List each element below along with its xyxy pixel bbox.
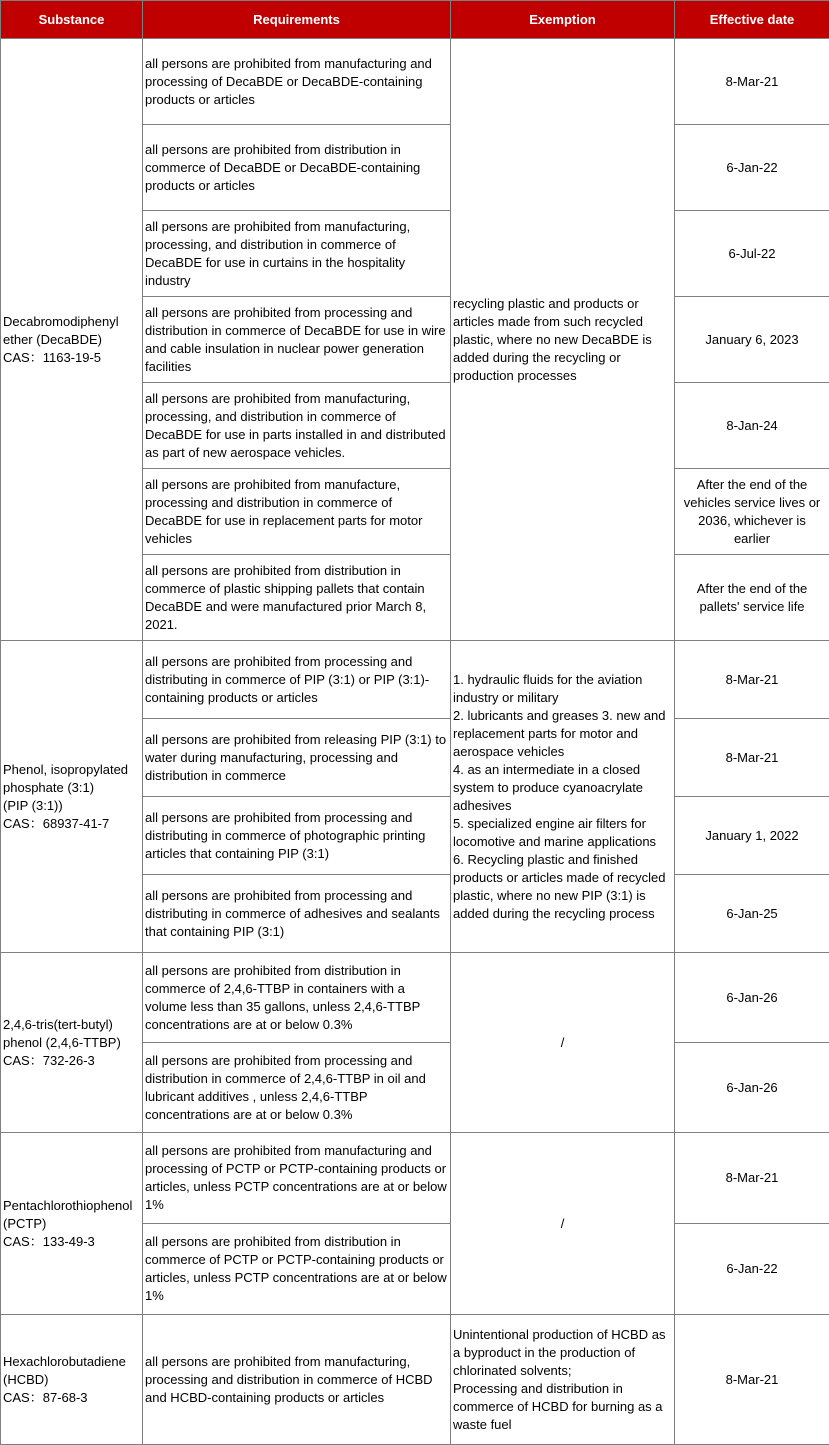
requirement-cell: all persons are prohibited from processing and distributing in commerce of photographic printing articles that containing PIP (3:1) bbox=[143, 797, 451, 875]
requirement-cell: all persons are prohibited from distribution in commerce of 2,4,6-TTBP in containers with a volume less than 35 gallons, unless 2,4,6-TTBP concentrations are at or below 0.3% bbox=[143, 953, 451, 1043]
requirement-cell: all persons are prohibited from processing and distributing in commerce of adhesives and sealants that containing PIP (3:1) bbox=[143, 875, 451, 953]
requirement-cell: all persons are prohibited from manufacturing, processing and distribution in commerce of HCBD and HCBD-containing products or articles bbox=[143, 1315, 451, 1445]
requirement-cell: all persons are prohibited from releasing PIP (3:1) to water during manufacturing, processing and distribution in commerce bbox=[143, 719, 451, 797]
effective-date-cell: 6-Jan-22 bbox=[675, 125, 829, 211]
effective-date-cell: January 6, 2023 bbox=[675, 297, 829, 383]
exemption-cell: / bbox=[451, 1133, 675, 1315]
substance-cell: Hexachlorobutadiene (HCBD) CAS：87-68-3 bbox=[1, 1315, 143, 1445]
table-row bbox=[1, 1133, 829, 1224]
table-row bbox=[1, 953, 829, 1043]
header-requirements: Requirements bbox=[143, 1, 451, 39]
requirement-cell: all persons are prohibited from manufacturing and processing of DecaBDE or DecaBDE-containing products or articles bbox=[143, 39, 451, 125]
header-effective-date: Effective date bbox=[675, 1, 829, 39]
substance-cell: 2,4,6-tris(tert-butyl) phenol (2,4,6-TTBP) CAS：732-26-3 bbox=[1, 953, 143, 1133]
exemption-cell: recycling plastic and products or articles made from such recycled plastic, where no new DecaBDE is added during the recycling or production processes bbox=[451, 39, 675, 641]
effective-date-cell: 6-Jan-22 bbox=[675, 1224, 829, 1315]
header-substance: Substance bbox=[1, 1, 143, 39]
requirement-cell: all persons are prohibited from processing and distributing in commerce of PIP (3:1) or PIP (3:1)-containing products or articles bbox=[143, 641, 451, 719]
effective-date-cell: 8-Mar-21 bbox=[675, 641, 829, 719]
effective-date-cell: 8-Mar-21 bbox=[675, 39, 829, 125]
substance-cell: Pentachlorothiophenol (PCTP) CAS：133-49-3 bbox=[1, 1133, 143, 1315]
substance-cell: Decabromodiphenyl ether (DecaBDE) CAS：1163-19-5 bbox=[1, 39, 143, 641]
effective-date-cell: 8-Mar-21 bbox=[675, 1315, 829, 1445]
requirement-cell: all persons are prohibited from manufacturing and processing of PCTP or PCTP-containing products or articles, unless PCTP concentrations are at or below 1% bbox=[143, 1133, 451, 1224]
table-row bbox=[1, 641, 829, 719]
effective-date-cell: 6-Jan-25 bbox=[675, 875, 829, 953]
requirement-cell: all persons are prohibited from manufacturing, processing, and distribution in commerce of DecaBDE for use in parts installed in and distributed as part of new aerospace vehicles. bbox=[143, 383, 451, 469]
requirement-cell: all persons are prohibited from distribution in commerce of PCTP or PCTP-containing products or articles, unless PCTP concentrations are at or below 1% bbox=[143, 1224, 451, 1315]
requirement-cell: all persons are prohibited from processing and distribution in commerce of 2,4,6-TTBP in oil and lubricant additives , unless 2,4,6-TTBP concentrations are at or below 0.3% bbox=[143, 1043, 451, 1133]
effective-date-cell: January 1, 2022 bbox=[675, 797, 829, 875]
effective-date-cell: 6-Jan-26 bbox=[675, 1043, 829, 1133]
requirement-cell: all persons are prohibited from manufacturing, processing, and distribution in commerce of DecaBDE for use in curtains in the hospitality industry bbox=[143, 211, 451, 297]
effective-date-cell: After the end of the pallets' service life bbox=[675, 555, 829, 641]
exemption-cell: Unintentional production of HCBD as a byproduct in the production of chlorinated solvents; Processing and distribution in commerce of HCBD for burning as a waste fuel bbox=[451, 1315, 675, 1445]
effective-date-cell: 8-Jan-24 bbox=[675, 383, 829, 469]
requirement-cell: all persons are prohibited from distribution in commerce of plastic shipping pallets that contain DecaBDE and were manufactured prior March 8, 2021. bbox=[143, 555, 451, 641]
table-row bbox=[1, 39, 829, 125]
substance-cell: Phenol, isopropylated phosphate (3:1) (PIP (3:1)) CAS：68937-41-7 bbox=[1, 641, 143, 953]
effective-date-cell: 6-Jul-22 bbox=[675, 211, 829, 297]
header-exemption: Exemption bbox=[451, 1, 675, 39]
table-row bbox=[1, 1315, 829, 1445]
exemption-cell: 1. hydraulic fluids for the aviation industry or military 2. lubricants and greases 3. new and replacement parts for motor and aerospace vehicles 4. as an intermediate in a closed system to produce cyanoacrylate adhesives 5. specialized engine air filters for locomotive and marine applications 6. Recycling plastic and finished products or articles made of recycled plastic, where no new PIP (3:1) is added during the recycling process bbox=[451, 641, 675, 953]
effective-date-cell: 8-Mar-21 bbox=[675, 1133, 829, 1224]
requirement-cell: all persons are prohibited from distribution in commerce of DecaBDE or DecaBDE-containing products or articles bbox=[143, 125, 451, 211]
exemption-cell: / bbox=[451, 953, 675, 1133]
header-row bbox=[1, 1, 829, 39]
effective-date-cell: 6-Jan-26 bbox=[675, 953, 829, 1043]
effective-date-cell: After the end of the vehicles service lives or 2036, whichever is earlier bbox=[675, 469, 829, 555]
requirement-cell: all persons are prohibited from manufacture, processing and distribution in commerce of DecaBDE for use in replacement parts for motor vehicles bbox=[143, 469, 451, 555]
requirement-cell: all persons are prohibited from processing and distribution in commerce of DecaBDE for use in wire and cable insulation in nuclear power generation facilities bbox=[143, 297, 451, 383]
effective-date-cell: 8-Mar-21 bbox=[675, 719, 829, 797]
